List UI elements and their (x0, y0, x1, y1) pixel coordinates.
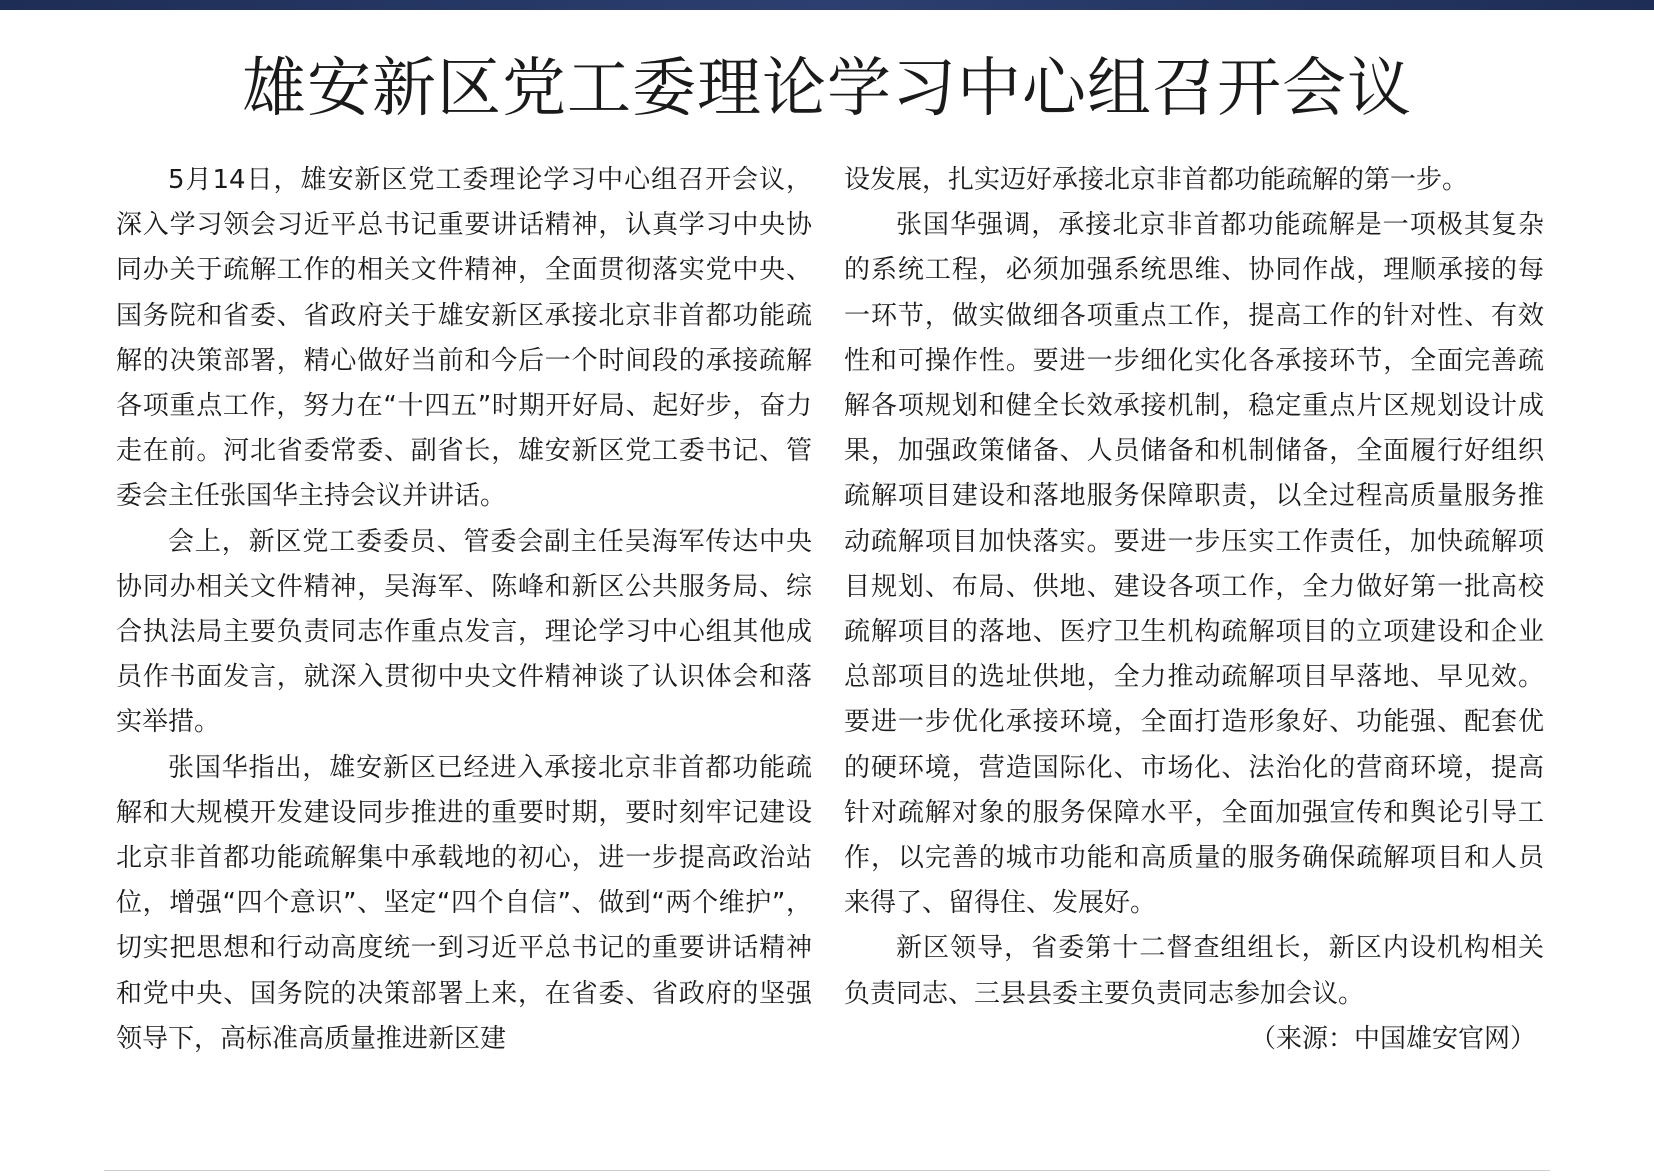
bottom-divider (104, 1170, 1550, 1171)
article-column-right (844, 158, 1544, 1062)
article-source: （来源：中国雄安官网） (1249, 1023, 1536, 1054)
paragraph-3-continuation: 设发展，扎实迈好承接北京非首都功能疏解的第一步。 (844, 165, 1469, 195)
paragraph-2: 会上，新区党工委委员、管委会副主任吴海军传达中央协同办相关文件精神，吴海军、陈峰和新区公共服务局、综合执法局主要负责同志作重点发言，理论学习中心组其他成员作书面发言，就深入贯彻中央文件精神谈了认识体会和落实举措。 (116, 526, 812, 738)
top-banner-bar (0, 0, 1654, 10)
article-title: 雄安新区党工委理论学习中心组召开会议 (242, 52, 1412, 126)
paragraph-4: 张国华强调，承接北京非首都功能疏解是一项极其复杂的系统工程，必须加强系统思维、协同作战，理顺承接的每一环节，做实做细各项重点工作，提高工作的针对性、有效性和可操作性。要进一步细化实化各承接环节，全面完善疏解各项规划和健全长效承接机制，稳定重点片区规划设计成果，加强政策储备、人员储备和机制储备，全面履行好组织疏解项目建设和落地服务保障职责，以全过程高质量服务推动疏解项目加快落实。要进一步压实工作责任，加快疏解项目规划、布局、供地、建设各项工作，全力做好第一批高校疏解项目的落地、医疗卫生机构疏解项目的立项建设和企业总部项目的选址供地，全力推动疏解项目早落地、早见效。要进一步优化承接环境，全面打造形象好、功能强、配套优的硬环境，营造国际化、市场化、法治化的营商环境，提高针对疏解对象的服务保障水平，全面加强宣传和舆论引导工作，以完善的城市功能和高质量的服务确保疏解项目和人员来得了、留得住、发展好。 (844, 210, 1544, 919)
paragraph-5: 新区领导，省委第十二督查组组长，新区内设机构相关负责同志、三县县委主要负责同志参加会议。 (844, 933, 1544, 1009)
paragraph-1: 5月14日，雄安新区党工委理论学习中心组召开会议，深入学习领会习近平总书记重要讲话精神，认真学习中央协同办关于疏解工作的相关文件精神，全面贯彻落实党中央、国务院和省委、省政府关于雄安新区承接北京非首都功能疏解的决策部署，精心做好当前和今后一个时间段的承接疏解各项重点工作，努力在“十四五”时期开好局、起好步，奋力走在前。河北省委常委、副省长，雄安新区党工委书记、管委会主任张国华主持会议并讲话。 (116, 165, 812, 512)
paragraph-3: 张国华指出，雄安新区已经进入承接北京非首都功能疏解和大规模开发建设同步推进的重要时期，要时刻牢记建设北京非首都功能疏解集中承载地的初心，进一步提高政治站位，增强“四个意识”、坚定“四个自信”、做到“两个维护”，切实把思想和行动高度统一到习近平总书记的重要讲话精神和党中央、国务院的决策部署上来，在省委、省政府的坚强领导下，高标准高质量推进新区建 (116, 752, 812, 1054)
article-column-left (116, 158, 812, 1062)
